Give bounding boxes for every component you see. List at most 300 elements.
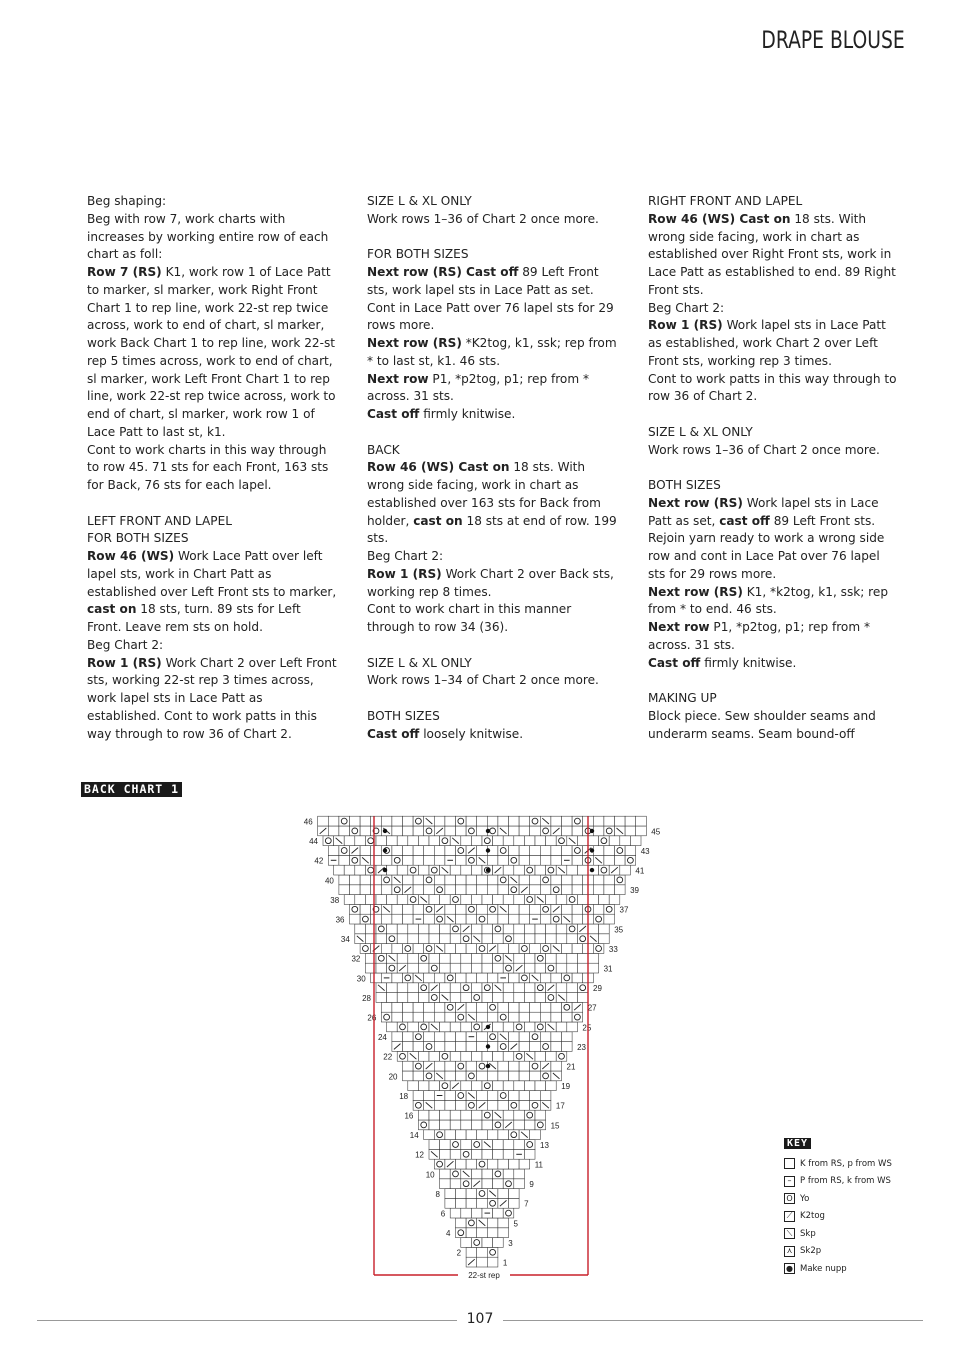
- chart-cell: [519, 973, 530, 983]
- chart-cell: [371, 855, 382, 865]
- chart-cell: [524, 1140, 535, 1150]
- bold-term: Next row: [367, 371, 429, 386]
- nupp-mark: [486, 868, 490, 872]
- chart-cell: [477, 885, 488, 895]
- chart-cell: [509, 914, 520, 924]
- chart-cell: [371, 904, 382, 914]
- chart-cell: [466, 1189, 477, 1199]
- key-item: [784, 1225, 934, 1243]
- chart-cell: [477, 846, 488, 856]
- chart-cell: [471, 865, 482, 875]
- chart-cell: [540, 1071, 551, 1081]
- chart-cell: [434, 1002, 445, 1012]
- chart-cell: [344, 865, 355, 875]
- chart-cell: [397, 993, 408, 1003]
- chart-cell: [524, 924, 535, 934]
- chart-cell: [482, 1081, 493, 1091]
- chart-cell: [413, 1002, 424, 1012]
- chart-cell: [344, 836, 355, 846]
- chart-cell: [477, 973, 488, 983]
- chart-cell: [434, 816, 445, 826]
- chart-cell: [551, 973, 562, 983]
- chart-cell: [519, 1002, 530, 1012]
- chart-cell: [514, 993, 525, 1003]
- nupp-mark: [486, 848, 490, 852]
- row-number-label: 11: [534, 1160, 544, 1170]
- chart-cell: [413, 1071, 424, 1081]
- chart-cell: [540, 914, 551, 924]
- text-run: Beg with row 7, work charts with increases by working entire row of each chart as foll:: [87, 211, 329, 262]
- chart-cell: [493, 963, 504, 973]
- row-number-label: 37: [619, 905, 629, 915]
- row-number-label: 38: [330, 895, 340, 905]
- chart-cell: [456, 944, 467, 954]
- chart-cell: [535, 953, 546, 963]
- chart-cell: [509, 826, 520, 836]
- chart-cell: [567, 895, 578, 905]
- chart-cell: [546, 836, 557, 846]
- chart-cell: [551, 1042, 562, 1052]
- chart-cell: [413, 816, 424, 826]
- chart-cell: [546, 934, 557, 944]
- chart-cell: [487, 885, 498, 895]
- text-run: P1, *p2tog, p1; rep from * across. 31 sts.: [367, 371, 589, 404]
- chart-cell: [493, 1022, 504, 1032]
- row-number-label: 46: [303, 817, 313, 827]
- row-number-label: 2: [456, 1248, 462, 1258]
- row-number-label: 17: [555, 1101, 565, 1111]
- chart-cell: [376, 836, 387, 846]
- chart-cell: [572, 826, 583, 836]
- chart-cell: [355, 865, 366, 875]
- chart-cell: [493, 953, 504, 963]
- chart-cell: [556, 1022, 567, 1032]
- chart-cell: [471, 895, 482, 905]
- chart-cell: [477, 1247, 488, 1257]
- nupp-mark: [590, 848, 594, 852]
- chart-cell: [625, 846, 636, 856]
- chart-cell: [599, 934, 610, 944]
- chart-cell: [577, 963, 588, 973]
- chart-cell: [530, 1130, 541, 1140]
- chart-cell: [434, 973, 445, 983]
- chart-title: BACK CHART 1: [81, 782, 182, 797]
- key-symbol-icon: ⋏: [784, 1246, 795, 1257]
- chart-cell: [440, 1081, 451, 1091]
- chart-cell: [418, 1120, 429, 1130]
- chart-cell: [429, 1081, 440, 1091]
- row-number-label: 20: [388, 1072, 398, 1082]
- chart-cell: [509, 816, 520, 826]
- chart-cell: [519, 1012, 530, 1022]
- repeat-label: 22-st rep: [468, 1271, 500, 1280]
- nupp-mark: [383, 868, 387, 872]
- chart-cell: [450, 1051, 461, 1061]
- chart-cell: [445, 904, 456, 914]
- chart-cell: [577, 865, 588, 875]
- chart-cell: [471, 1120, 482, 1130]
- nupp-mark: [590, 829, 594, 833]
- chart-cell: [588, 953, 599, 963]
- chart-cell: [450, 924, 461, 934]
- chart-cell: [535, 983, 546, 993]
- chart-cell: [418, 993, 429, 1003]
- chart-cell: [424, 1091, 435, 1101]
- chart-cell: [413, 904, 424, 914]
- text-run: Work lapel sts in Lace Patt as established, work Chart 2 over Left Front sts, working rep 3 times.: [648, 318, 886, 368]
- chart-cell: [498, 846, 509, 856]
- chart-cell: [482, 1120, 493, 1130]
- chart-cell: [530, 1091, 541, 1101]
- key-item: [784, 1243, 934, 1261]
- chart-cell: [577, 836, 588, 846]
- chart-cell: [604, 875, 615, 885]
- chart-cell: [604, 846, 615, 856]
- chart-cell: [482, 953, 493, 963]
- row-number-label: 3: [508, 1238, 513, 1248]
- row-number-label: 14: [409, 1131, 419, 1141]
- chart-cell: [339, 846, 350, 856]
- row-number-label: 40: [324, 876, 334, 886]
- text-run: Block piece. Sew shoulder seams and underarm seams. Seam bound-off: [648, 708, 876, 741]
- page-number: 107: [466, 1311, 494, 1327]
- chart-cell: [524, 1022, 535, 1032]
- chart-cell: [418, 1110, 429, 1120]
- chart-cell: [625, 855, 636, 865]
- chart-cell: [503, 924, 514, 934]
- chart-cell: [562, 1002, 573, 1012]
- chart-cell: [440, 1110, 451, 1120]
- chart-cell: [466, 944, 477, 954]
- chart-cell: [456, 1218, 467, 1228]
- text-run: 89 Left Front sts, work lapel sts in Lace Patt as set. Cont in Lace Patt over 76 lapel sts for 29 rows more.: [367, 265, 614, 333]
- chart-cell: [514, 1110, 525, 1120]
- chart-cell: [471, 953, 482, 963]
- bold-term: Cast off: [648, 655, 701, 670]
- chart-cell: [408, 934, 419, 944]
- chart-cell: [477, 914, 488, 924]
- chart-cell: [509, 1032, 520, 1042]
- chart-cell: [509, 1130, 520, 1140]
- chart-cell: [599, 895, 610, 905]
- nupp-mark: [486, 829, 490, 833]
- chart-cell: [445, 1061, 456, 1071]
- row-number-label: 7: [524, 1199, 529, 1209]
- chart-cell: [546, 924, 557, 934]
- key-item: [784, 1260, 934, 1278]
- chart-cell: [482, 1051, 493, 1061]
- chart-cell: [493, 1208, 504, 1218]
- chart-cell: [546, 1081, 557, 1091]
- key-label: P from RS, k from WS: [800, 1176, 891, 1187]
- chart-cell: [572, 973, 583, 983]
- chart-cell: [450, 934, 461, 944]
- chart-cell: [392, 816, 403, 826]
- chart-cell: [392, 826, 403, 836]
- chart-cell: [445, 1042, 456, 1052]
- chart-cell: [615, 846, 626, 856]
- chart-cell: [519, 846, 530, 856]
- text-run: BOTH SIZES: [648, 478, 721, 492]
- key-symbol-icon: –: [784, 1176, 795, 1187]
- chart-cell: [498, 1012, 509, 1022]
- chart-cell: [503, 1022, 514, 1032]
- chart-cell: [493, 934, 504, 944]
- chart-cell: [551, 816, 562, 826]
- text-run: Beg Chart 2:: [87, 637, 164, 652]
- chart-cell: [514, 924, 525, 934]
- chart-cell: [456, 1012, 467, 1022]
- row-number-label: 15: [550, 1121, 560, 1131]
- chart-cell: [514, 895, 525, 905]
- chart-cell: [403, 855, 414, 865]
- chart-cell: [530, 1042, 541, 1052]
- chart-cell: [445, 1002, 456, 1012]
- chart-cell: [493, 1081, 504, 1091]
- text-run: Work Chart 2 over Left Front sts, working 22-st rep 3 times across, work lapel sts in Lace Patt as established. Cont to work patts in this way through to row 36 of Chart 2.: [87, 655, 337, 741]
- chart-cell: [434, 846, 445, 856]
- chart-cell: [450, 983, 461, 993]
- chart-cell: [524, 865, 535, 875]
- chart-cell: [482, 1110, 493, 1120]
- chart-cell: [562, 1012, 573, 1022]
- chart-cell: [615, 875, 626, 885]
- bold-term: Cast off: [367, 726, 420, 741]
- chart-cell: [471, 924, 482, 934]
- chart-cell: [524, 1081, 535, 1091]
- chart-cell: [466, 1198, 477, 1208]
- chart-cell: [397, 934, 408, 944]
- text-run: MAKING UP: [648, 691, 717, 705]
- chart-cell: [514, 1051, 525, 1061]
- chart-cell: [630, 836, 641, 846]
- chart-cell: [551, 1061, 562, 1071]
- chart-cell: [493, 1179, 504, 1189]
- row-number-label: 43: [640, 846, 650, 856]
- chart-cell: [530, 1100, 541, 1110]
- chart-cell: [503, 1179, 514, 1189]
- chart-cell: [456, 914, 467, 924]
- text-run: Cont to work chart in this manner through to row 34 (36).: [367, 602, 572, 634]
- chart-cell: [418, 924, 429, 934]
- text-run: BACK: [367, 442, 400, 457]
- chart-cell: [456, 1100, 467, 1110]
- chart-cell: [503, 1081, 514, 1091]
- chart-cell: [450, 1110, 461, 1120]
- chart-cell: [413, 846, 424, 856]
- chart-cell: [397, 953, 408, 963]
- chart-cell: [572, 846, 583, 856]
- chart-cell: [593, 826, 604, 836]
- chart-cell: [551, 1012, 562, 1022]
- chart-cell: [434, 1159, 445, 1169]
- chart-cell: [562, 885, 573, 895]
- chart-cell: [429, 963, 440, 973]
- chart-cell: [434, 855, 445, 865]
- chart-cell: [392, 944, 403, 954]
- chart-cell: [445, 826, 456, 836]
- chart-cell: [456, 885, 467, 895]
- chart-cell: [397, 895, 408, 905]
- text-run: 18 sts. With wrong side facing, work in chart as established over 163 sts for Back from holder,: [367, 460, 601, 528]
- chart-cell: [572, 885, 583, 895]
- row-number-label: 18: [399, 1091, 409, 1101]
- chart-cell: [440, 924, 451, 934]
- chart-cell: [477, 1042, 488, 1052]
- chart-cell: [487, 1032, 498, 1042]
- nupp-mark: [486, 1044, 490, 1048]
- text-run: SIZE L & XL ONLY: [648, 424, 753, 439]
- chart-cell: [615, 816, 626, 826]
- chart-cell: [493, 1140, 504, 1150]
- chart-cell: [466, 1247, 477, 1257]
- chart-cell: [418, 836, 429, 846]
- row-number-label: 36: [335, 915, 345, 925]
- chart-cell: [360, 875, 371, 885]
- chart-cell: [360, 885, 371, 895]
- chart-cell: [487, 1247, 498, 1257]
- chart-cell: [498, 1218, 509, 1228]
- chart-cell: [323, 836, 334, 846]
- chart-cell: [615, 855, 626, 865]
- chart-cell: [456, 1032, 467, 1042]
- nupp-mark: [486, 1025, 490, 1029]
- text-run: firmly knitwise.: [700, 655, 797, 670]
- chart-cell: [609, 895, 620, 905]
- chart-cell: [482, 1169, 493, 1179]
- chart-cell: [530, 944, 541, 954]
- chart-cell: [498, 855, 509, 865]
- chart-cell: [551, 875, 562, 885]
- chart-cell: [429, 953, 440, 963]
- row-number-label: 34: [340, 935, 350, 945]
- chart-cell: [387, 934, 398, 944]
- chart-cell: [577, 953, 588, 963]
- chart-cell: [535, 1120, 546, 1130]
- text-run: Cont to work patts in this way through to row 36 of Chart 2.: [648, 371, 897, 404]
- chart-cell: [461, 1179, 472, 1189]
- chart-cell: [413, 944, 424, 954]
- chart-cell: [328, 826, 339, 836]
- chart-cell: [524, 993, 535, 1003]
- chart-cell: [482, 983, 493, 993]
- chart-cell: [567, 934, 578, 944]
- chart-cell: [503, 836, 514, 846]
- chart-cell: [477, 1002, 488, 1012]
- chart-cell: [466, 826, 477, 836]
- chart-cell: [339, 885, 350, 895]
- chart-cell: [551, 846, 562, 856]
- chart-cell: [530, 885, 541, 895]
- row-number-label: 30: [356, 974, 366, 984]
- chart-cell: [487, 1130, 498, 1140]
- chart-cell: [567, 1022, 578, 1032]
- chart-cell: [556, 983, 567, 993]
- chart-cell: [445, 816, 456, 826]
- chart-cell: [487, 914, 498, 924]
- chart-cell: [519, 1100, 530, 1110]
- chart-cell: [434, 1100, 445, 1110]
- chart-cell: [498, 1100, 509, 1110]
- chart-cell: [482, 1179, 493, 1189]
- chart-cell: [466, 816, 477, 826]
- chart-cell: [350, 914, 361, 924]
- bold-term: Row 7 (RS): [87, 265, 162, 279]
- chart-cell: [509, 1012, 520, 1022]
- chart-cell: [487, 1218, 498, 1228]
- chart-cell: [577, 895, 588, 905]
- row-number-label: 12: [415, 1150, 424, 1160]
- chart-cell: [440, 895, 451, 905]
- chart-cell: [493, 1051, 504, 1061]
- chart-cell: [350, 826, 361, 836]
- chart-cell: [371, 875, 382, 885]
- chart-cell: [466, 1002, 477, 1012]
- chart-cell: [477, 875, 488, 885]
- chart-cell: [456, 855, 467, 865]
- chart-cell: [509, 1002, 520, 1012]
- chart-cell: [339, 855, 350, 865]
- chart-cell: [567, 924, 578, 934]
- chart-cell: [418, 865, 429, 875]
- chart-cell: [461, 1081, 472, 1091]
- chart-cell: [424, 885, 435, 895]
- row-number-label: 24: [377, 1033, 387, 1043]
- chart-cell: [593, 816, 604, 826]
- chart-cell: [360, 914, 371, 924]
- chart-cell: [551, 1032, 562, 1042]
- bold-term: Next row: [648, 620, 710, 634]
- chart-cell: [350, 855, 361, 865]
- chart-cell: [461, 895, 472, 905]
- chart-cell: [551, 855, 562, 865]
- row-number-label: 25: [582, 1023, 592, 1033]
- chart-cell: [509, 1100, 520, 1110]
- chart-cell: [493, 1149, 504, 1159]
- chart-cell: [540, 846, 551, 856]
- chart-cell: [371, 973, 382, 983]
- chart-cell: [360, 904, 371, 914]
- chart-cell: [445, 1130, 456, 1140]
- chart-cell: [503, 1051, 514, 1061]
- key-item: [784, 1155, 934, 1173]
- chart-cell: [509, 944, 520, 954]
- chart-cell: [328, 846, 339, 856]
- chart-cell: [429, 924, 440, 934]
- chart-cell: [418, 963, 429, 973]
- chart-cell: [487, 1228, 498, 1238]
- chart-cell: [498, 1159, 509, 1169]
- text-run: Work rows 1–36 of Chart 2 once more.: [648, 442, 880, 457]
- chart-cell: [604, 826, 615, 836]
- chart-cell: [424, 944, 435, 954]
- chart-cell: [445, 885, 456, 895]
- chart-cell: [482, 1149, 493, 1159]
- chart-cell: [461, 1022, 472, 1032]
- chart-cell: [471, 963, 482, 973]
- text-run: *K2tog, k1, ssk; rep from * to last st, k1. 46 sts.: [367, 336, 617, 368]
- chart-cell: [466, 914, 477, 924]
- chart-cell: [524, 1120, 535, 1130]
- chart-cell: [397, 983, 408, 993]
- chart-cell: [530, 1032, 541, 1042]
- chart-cell: [445, 1012, 456, 1022]
- chart-cell: [381, 1012, 392, 1022]
- chart-cell: [387, 836, 398, 846]
- chart-cell: [413, 1091, 424, 1101]
- chart-cell: [535, 924, 546, 934]
- key-symbol-icon: [784, 1158, 795, 1169]
